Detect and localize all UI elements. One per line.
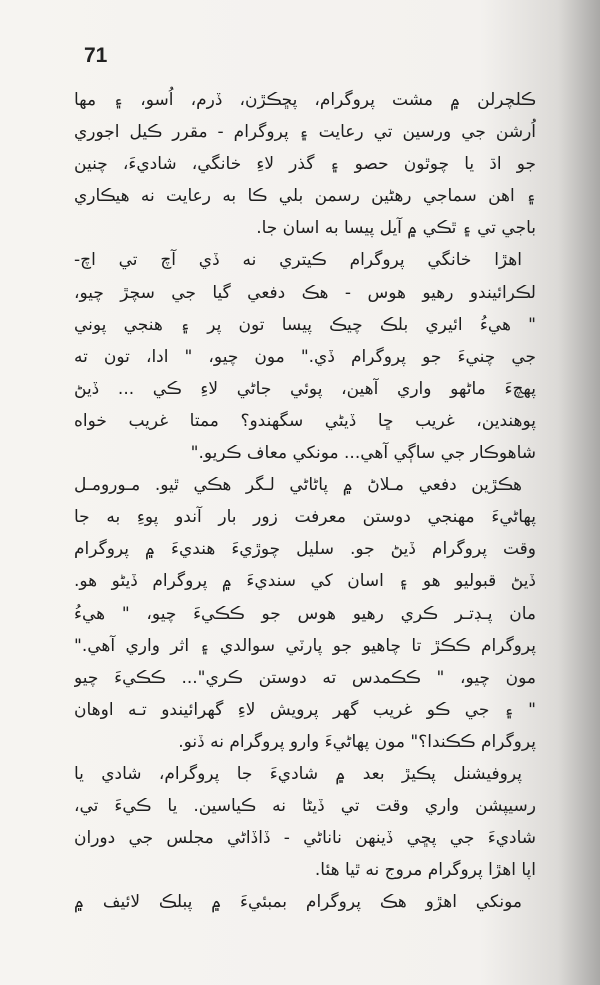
text-line: " ۽ جي ڪو غريب گهر پرويش لاءِ گهرائيندو تـه اوهان xyxy=(74,699,536,720)
text-line: پروگرام ڪڪڙ تا چاهيو جو پارٽي سوالدي ۽ اثر واري آهي." xyxy=(74,635,536,656)
text-line: پهاڻيءَ مهنجي دوستن معرفت زور بار آندو پوءِ به جا xyxy=(74,507,536,528)
text-line: " هيءُ ائيري بلڪ چيڪ پيسا تون پر ۽ هنجي پوني xyxy=(74,314,536,335)
text-line: ڪلچرلن ۾ مشت پروگرام، پڇڪڙن، ڏرم، اُسو، ۽ مها xyxy=(74,90,536,110)
body-text xyxy=(74,84,536,918)
text-line: ۽ اهن سماجي رهڻين رسمن بلي ڪا به رعايت نه هيڪاري xyxy=(74,186,536,207)
text-line: هڪڙين دفعي مـلاڻ ۾ پاڻاڻي لـگر هڪي ٿيو. مـورومـل xyxy=(74,475,522,496)
text-line: جي چنيءَ جو پروگرام ڏي." مون چيو، " ادا، تون ته xyxy=(74,346,536,367)
text-line: جو اڌ يا چوٿون حصو ۽ گذر لاءِ خانگي، شاديءَ، چنين xyxy=(74,154,536,175)
text-line: مان پـڊتـر ڪري رهيو هوس جو ڪڪيءَ چيو، " هيءُ xyxy=(74,603,536,624)
text-line: مونکي اهڙو هڪ پروگرام بمبئيءَ ۾ پبلڪ لائيف ۾ xyxy=(74,892,522,913)
text-line: پوهندين، غريب ڇا ڏيڻي سگهندو؟ ممتا غريب خواه xyxy=(74,410,536,431)
text-line: باجي تي ۽ ٿڪي ۾ آيل پيسا به اسان جا. xyxy=(256,218,536,239)
text-line: اپا اهڙا پروگرام مروج نه ٿيا هئا. xyxy=(314,860,536,881)
page-number: 71 xyxy=(84,44,108,67)
text-line: رسيپشن واري وقت تي ڏيڻا نه ڪياسين. يا ڪيءَ تي، xyxy=(74,796,536,817)
text-line: مون چيو، " ڪڪمدس ته دوستن ڪري"... ڪڪيءَ چيو xyxy=(74,667,536,688)
text-line: شاهوڪار جي ساڳي آهي... مونکي معاف ڪريو." xyxy=(190,443,536,464)
text-line: پروفيشنل پڪيڙ بعد ۾ شاديءَ جا پروگرام، شادي يا xyxy=(74,763,522,784)
text-line: اهڙا خانگي پروگرام ڪيتري نه ڏي آچ تي اچ- xyxy=(74,250,522,271)
text-line: پروگرام ڪڪندا؟" مون پهاڻيءَ وارو پروگرام نه ڏنو. xyxy=(178,731,536,752)
text-line: وقت پروگرام ڏيڻ جو. سليل چوڙيءَ هنديءَ ۾ پروگرام xyxy=(74,539,536,560)
text-line: ڏيڻ قبوليو هو ۽ اسان کي سنديءَ ۾ پروگرام ڏيڻو هو. xyxy=(74,571,536,592)
text-line: لڪرائيندو رهيو هوس - هڪ دفعي گيا جي سچڙ چيو، xyxy=(74,282,536,303)
text-line: پهچءَ ماڻهو واري آهين، پوئي جاڻي لاءِ ڪي ... ڏيڻ xyxy=(74,378,536,399)
text-line: اُرشن جي ورسين تي رعايت ۽ پروگرام - مقرر ڪيل اجوري xyxy=(74,122,536,143)
text-line: شاديءَ جي پڇي ڏينهن ناناڻي - ڏاڏاڻي مجلس جي دوران xyxy=(74,828,536,849)
